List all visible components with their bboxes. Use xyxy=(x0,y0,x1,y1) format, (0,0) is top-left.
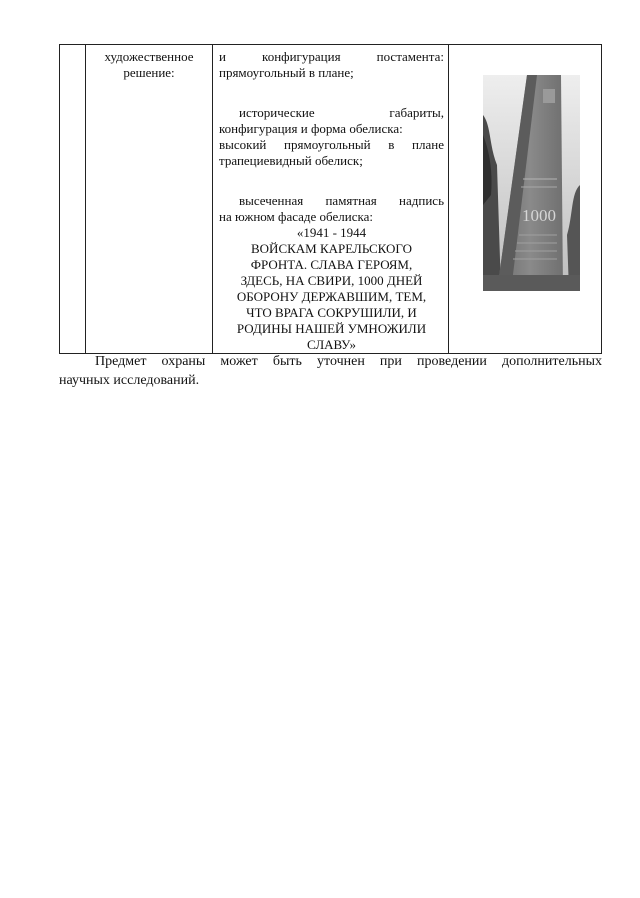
inscription-line: «1941 - 1944 xyxy=(296,225,367,240)
protection-note xyxy=(59,352,602,390)
row-name-cell xyxy=(86,45,213,354)
row-description-cell xyxy=(213,45,449,354)
row-photo-cell xyxy=(449,45,602,354)
desc-line: на южном фасаде обелиска: xyxy=(219,209,373,224)
row-name-line: решение: xyxy=(123,65,175,80)
inscription-line: ФРОНТА. СЛАВА ГЕРОЯМ, xyxy=(250,257,413,272)
table-row xyxy=(60,45,602,354)
desc-line: и конфигурация постамента: xyxy=(219,49,444,64)
desc-line: высокий прямоугольный в плане xyxy=(219,137,444,152)
inscription-line: СЛАВУ» xyxy=(306,337,357,352)
desc-line: исторические габариты, xyxy=(239,105,444,120)
desc-line: трапециевидный обелиск; xyxy=(219,153,363,168)
desc-line: прямоугольный в плане; xyxy=(219,65,354,80)
inscription-line: ЧТО ВРАГА СОКРУШИЛИ, И xyxy=(246,305,417,320)
inscription-line: РОДИНЫ НАШЕЙ УМНОЖИЛИ xyxy=(236,321,427,336)
obelisk-photo xyxy=(483,75,580,291)
desc-line: высеченная памятная надпись xyxy=(239,193,444,208)
protection-table xyxy=(59,44,602,354)
note-line: Предмет охраны может быть уточнен при проведении дополнительных xyxy=(95,354,602,369)
row-name-line: художественное xyxy=(104,49,194,64)
photo-engraved-number: 1000 xyxy=(522,206,556,225)
note-line: научных исследований. xyxy=(59,373,200,388)
inscription-text xyxy=(219,225,444,353)
inscription-line: ОБОРОНУ ДЕРЖАВШИМ, ТЕМ, xyxy=(236,289,427,304)
row-number-cell xyxy=(60,45,86,354)
inscription-line: ВОЙСКАМ КАРЕЛЬСКОГО xyxy=(251,241,412,256)
inscription-line: ЗДЕСЬ, НА СВИРИ, 1000 ДНЕЙ xyxy=(240,273,423,288)
desc-line: конфигурация и форма обелиска: xyxy=(219,121,403,136)
